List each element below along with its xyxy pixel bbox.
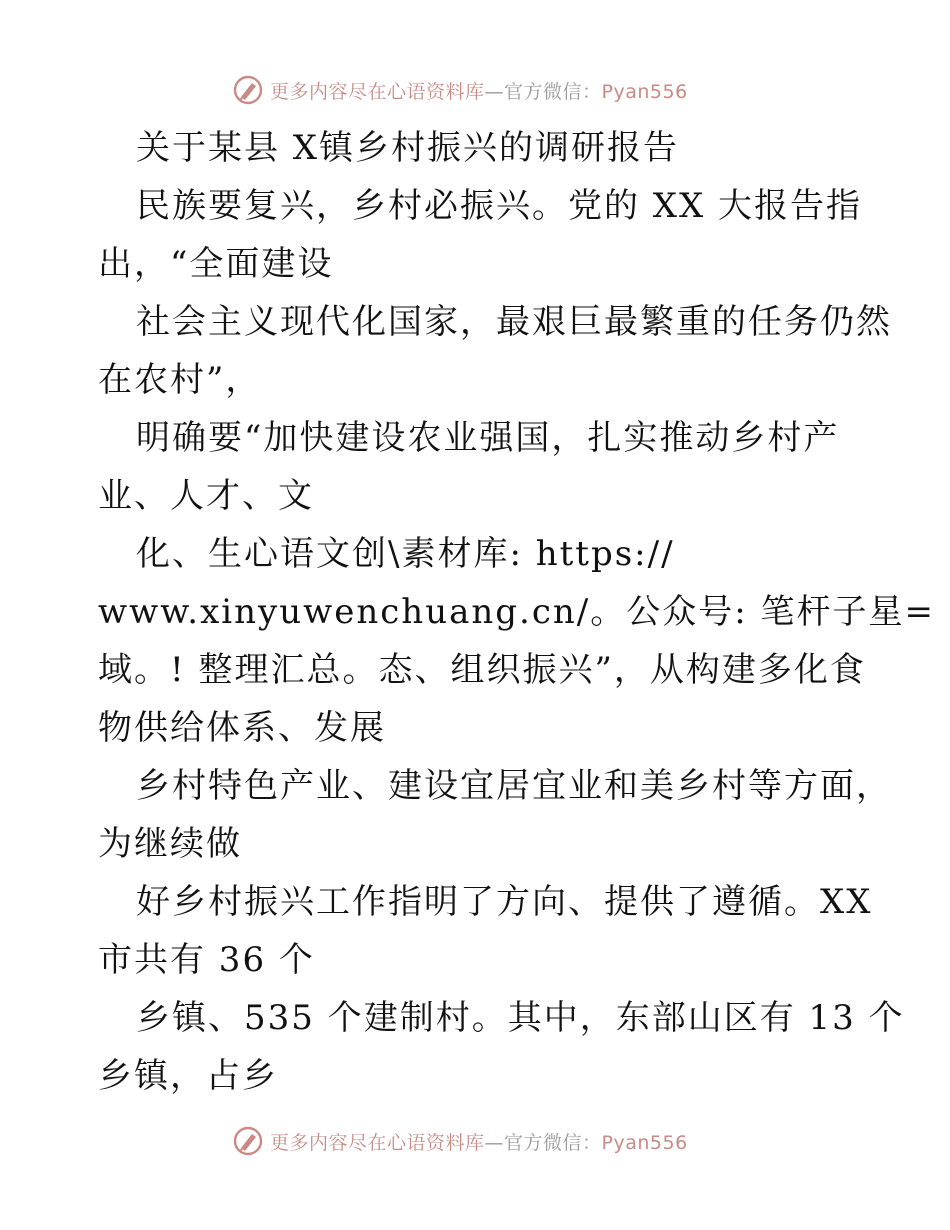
paragraph-line: 乡村特色产业、建设宜居宜业和美乡村等方面， xyxy=(136,766,892,806)
paragraph-line: 物供给体系、发展 xyxy=(98,708,386,748)
paragraph-line: 化、生心语文创\素材库: https:// xyxy=(136,534,675,574)
document-title: 关于某县 X镇乡村振兴的调研报告 xyxy=(136,128,680,168)
watermark-dash: — xyxy=(484,80,505,103)
watermark-dash: — xyxy=(484,1131,505,1154)
watermark-main-text: 更多内容尽在心语资料库 xyxy=(270,1131,485,1154)
watermark-wechat-id: Pyan556 xyxy=(601,1131,688,1154)
pen-nib-logo-icon xyxy=(232,74,264,106)
watermark-wechat-label: 官方微信： xyxy=(504,1131,602,1154)
paragraph-line: 出，“全面建设 xyxy=(98,244,334,284)
paragraph-line: 民族要复兴，乡村必振兴。党的 XX 大报告指 xyxy=(136,186,863,226)
paragraph-line: 社会主义现代化国家，最艰巨最繁重的任务仍然 xyxy=(136,302,892,342)
watermark-main-text: 更多内容尽在心语资料库 xyxy=(270,80,485,103)
pen-nib-logo-icon xyxy=(232,1125,264,1157)
paragraph-line: 为继续做 xyxy=(98,824,242,864)
watermark-text xyxy=(270,1128,688,1155)
header-watermark xyxy=(232,73,688,107)
footer-watermark xyxy=(232,1124,688,1158)
paragraph-line: 市共有 36 个 xyxy=(98,940,315,980)
watermark-wechat-id: Pyan556 xyxy=(601,80,688,103)
paragraph-line: 业、人才、文 xyxy=(98,476,314,516)
paragraph-line: 明确要“加快建设农业强国，扎实推动乡村产 xyxy=(136,418,840,458)
paragraph-line: 乡镇、535 个建制村。其中，东部山区有 13 个 xyxy=(136,998,905,1038)
watermark-text xyxy=(270,77,688,104)
paragraph-line: 域。! 整理汇总。态、组织振兴”，从构建多化食 xyxy=(98,650,866,690)
watermark-wechat-label: 官方微信： xyxy=(504,80,602,103)
paragraph-line: www.xinyuwenchuang.cn/。公众号: 笔杆子星= xyxy=(98,592,935,632)
paragraph-line: 在农村”， xyxy=(98,360,262,400)
paragraph-line: 乡镇，占乡 xyxy=(98,1056,278,1096)
paragraph-line: 好乡村振兴工作指明了方向、提供了遵循。XX xyxy=(136,882,873,922)
